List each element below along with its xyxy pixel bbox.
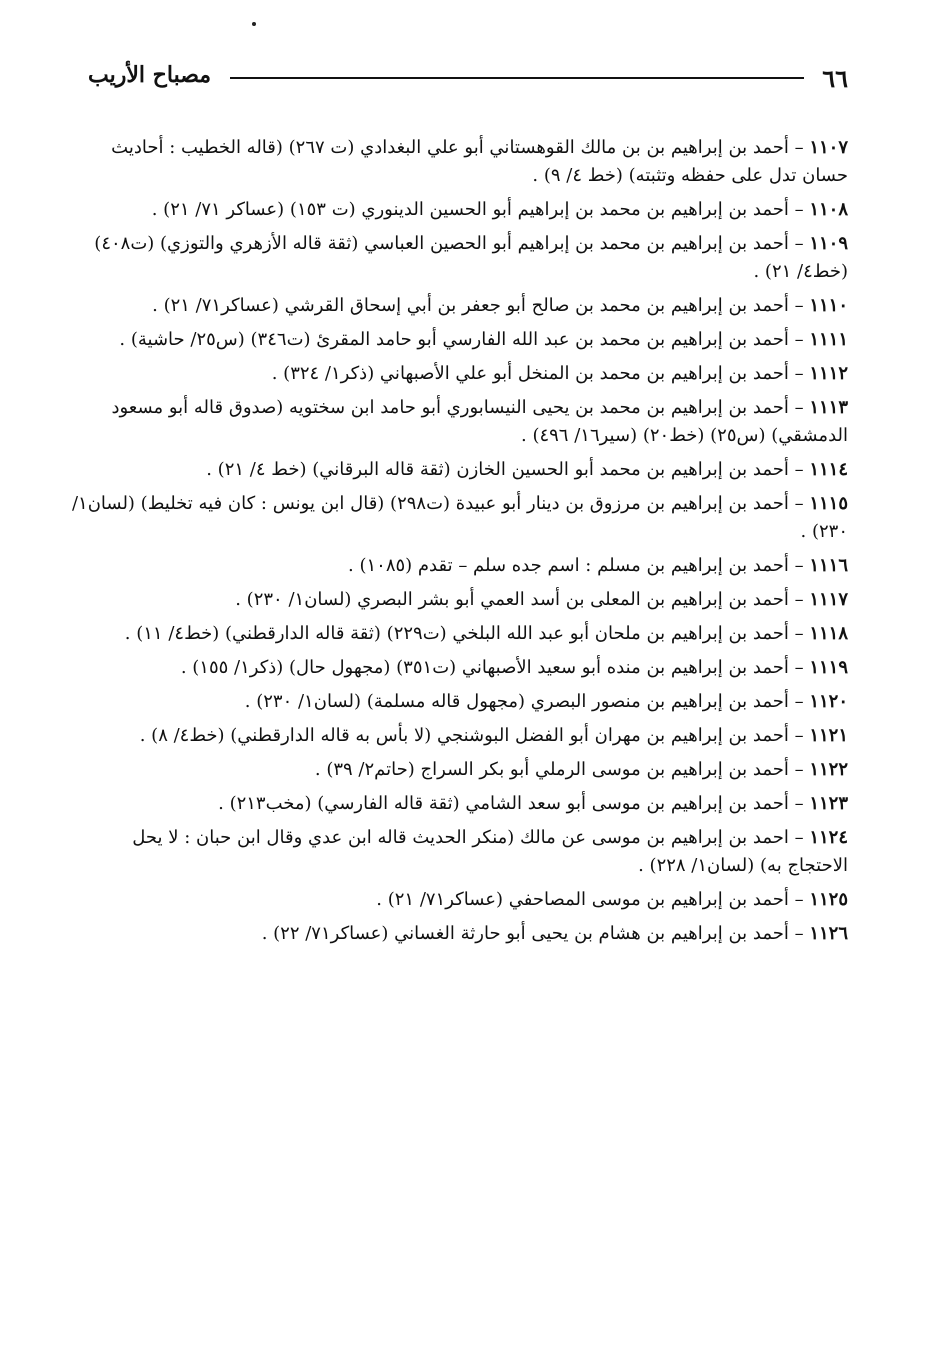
entry-text: أحمد بن إبراهيم بن ملحان أبو عبد الله البلخي (ت٢٢٩) (ثقة قاله الدارقطني) (خط٤/ ١١) . (124, 623, 789, 644)
entry-number: ١١٢١ (809, 725, 848, 746)
entry-list (68, 134, 848, 954)
entry-number: ١١٢٠ (809, 691, 848, 712)
entry-text: أحمد بن إبراهيم بن محمد بن عبد الله الفارسي أبو حامد المقرئ (ت٣٤٦) (س٢٥/ حاشية) . (119, 329, 789, 350)
entry-text: أحمد بن إبراهيم بن محمد بن المنخل أبو علي الأصبهاني (ذكر١/ ٣٢٤) . (271, 363, 789, 384)
entry-number: ١١١٦ (809, 555, 848, 576)
entry-number: ١١١٩ (809, 657, 848, 678)
entry-number: ١١١٥ (809, 493, 848, 514)
entry-1120: ١١٢٠ – أحمد بن إبراهيم بن منصور البصري (مجهول قاله مسلمة) (لسان١/ ٢٣٠) . (244, 691, 848, 712)
entry-number: ١١١٠ (809, 295, 848, 316)
entry-text: أحمد بن إبراهيم بن محمد أبو الحسين الخازن (ثقة قاله البرقاني) (خط ٤/ ٢١) . (206, 459, 789, 480)
entry-1119: ١١١٩ – أحمد بن إبراهيم بن منده أبو سعيد الأصبهاني (ت٣٥١) (مجهول حال) (ذكر١/ ١٥٥) . (180, 657, 848, 678)
page-header (88, 58, 848, 98)
entry-text: أحمد بن إبراهيم بن محمد بن يحيى النيسابوري أبو حامد ابن سختويه (صدوق قاله أبو مسعود الدمشقي) (س٢٥) (خط٢٠) (سير١٦/ ٤٩٦) . (111, 397, 848, 446)
entry-text: أحمد بن إبراهيم بن مسلم : اسم جده سلم – تقدم (١٠٨٥) . (348, 555, 789, 576)
entry-number: ١١٢٦ (809, 923, 848, 944)
entry-number: ١١٠٩ (809, 233, 848, 254)
entry-1124: ١١٢٤ – احمد بن إبراهيم بن موسى عن مالك (منكر الحديث قاله ابن عدي وقال ابن حبان : لا يحل الاحتجاج به) (لسان١/ ٢٢٨) . (132, 827, 848, 876)
entry-number: ١١١٤ (809, 459, 848, 480)
entry-1122: ١١٢٢ – أحمد بن إبراهيم بن موسى الرملي أبو بكر السراج (حاتم٢/ ٣٩) . (314, 759, 848, 780)
page-number: ٦٦ (822, 64, 848, 93)
entry-1123: ١١٢٣ – أحمد بن إبراهيم بن موسى أبو سعد الشامي (ثقة قاله الفارسي) (مخب٢١٣) . (218, 793, 848, 814)
entry-1111: ١١١١ – أحمد بن إبراهيم بن محمد بن عبد الله الفارسي أبو حامد المقرئ (ت٣٤٦) (س٢٥/ حاشية) . (119, 329, 848, 350)
entry-number: ١١٢٤ (809, 827, 848, 848)
entry-text: أحمد بن إبراهيم بن مهران أبو الفضل البوشنجي (لا بأس به قاله الدارقطني) (خط٤/ ٨) . (139, 725, 789, 746)
entry-number: ١١٢٢ (809, 759, 848, 780)
entry-number: ١١١٨ (809, 623, 848, 644)
entry-1109: ١١٠٩ – أحمد بن إبراهيم بن محمد بن إبراهيم أبو الحصين العباسي (ثقة قاله الأزهري والتوزي) (ت٤٠٨) (خط٤/ ٢١) . (94, 233, 848, 282)
entry-text: أحمد بن إبراهيم بن المعلى بن أسد العمي أبو بشر البصري (لسان١/ ٢٣٠) . (235, 589, 789, 610)
entry-1125: ١١٢٥ – أحمد بن إبراهيم بن موسى المصاحفي (عساكر٧١/ ٢١) . (376, 889, 848, 910)
running-title: مصباح الأريب (88, 62, 212, 88)
entry-text: أحمد بن إبراهيم بن محمد بن إبراهيم أبو الحسين الدينوري (ت ١٥٣) (عساكر ٧١/ ٢١) . (151, 199, 789, 220)
entry-text: احمد بن إبراهيم بن موسى عن مالك (منكر الحديث قاله ابن عدي وقال ابن حبان : لا يحل الاحتجاج به) (لسان١/ ٢٢٨) . (132, 827, 848, 876)
entry-number: ١١٢٥ (809, 889, 848, 910)
entry-text: أحمد بن إبراهيم بن موسى المصاحفي (عساكر٧١/ ٢١) . (376, 889, 789, 910)
header-rule (230, 77, 804, 79)
entry-number: ١١١٣ (809, 397, 848, 418)
entry-1107: ١١٠٧ – أحمد بن إبراهيم بن بن مالك القوهستاني أبو علي البغدادي (ت ٢٦٧) (قاله الخطيب : أحاديث حسان تدل على حفظه وتثبته) (خط ٤/ ٩) . (111, 137, 848, 186)
entry-text: أحمد بن إبراهيم بن موسى الرملي أبو بكر السراج (حاتم٢/ ٣٩) . (314, 759, 789, 780)
entry-1108: ١١٠٨ – أحمد بن إبراهيم بن محمد بن إبراهيم أبو الحسين الدينوري (ت ١٥٣) (عساكر ٧١/ ٢١) . (151, 199, 848, 220)
entry-1117: ١١١٧ – أحمد بن إبراهيم بن المعلى بن أسد العمي أبو بشر البصري (لسان١/ ٢٣٠) . (235, 589, 848, 610)
entry-text: أحمد بن إبراهيم بن محمد بن صالح أبو جعفر بن أبي إسحاق القرشي (عساكر٧١/ ٢١) . (152, 295, 789, 316)
entry-text: أحمد بن إبراهيم بن هشام بن يحيى أبو حارثة الغساني (عساكر٧١/ ٢٢) . (261, 923, 789, 944)
entry-1126: ١١٢٦ – أحمد بن إبراهيم بن هشام بن يحيى أبو حارثة الغساني (عساكر٧١/ ٢٢) . (261, 923, 848, 944)
entry-1114: ١١١٤ – أحمد بن إبراهيم بن محمد أبو الحسين الخازن (ثقة قاله البرقاني) (خط ٤/ ٢١) . (206, 459, 848, 480)
entry-number: ١١٢٣ (809, 793, 848, 814)
entry-1112: ١١١٢ – أحمد بن إبراهيم بن محمد بن المنخل أبو علي الأصبهاني (ذكر١/ ٣٢٤) . (271, 363, 848, 384)
entry-text: أحمد بن إبراهيم بن منصور البصري (مجهول قاله مسلمة) (لسان١/ ٢٣٠) . (244, 691, 789, 712)
entry-text: أحمد بن إبراهيم بن محمد بن إبراهيم أبو الحصين العباسي (ثقة قاله الأزهري والتوزي) (ت٤٠٨) (خط٤/ ٢١) . (94, 233, 848, 282)
entry-text: أحمد بن إبراهيم بن بن مالك القوهستاني أبو علي البغدادي (ت ٢٦٧) (قاله الخطيب : أحاديث حسان تدل على حفظه وتثبته) (خط ٤/ ٩) . (111, 137, 848, 186)
entry-1121: ١١٢١ – أحمد بن إبراهيم بن مهران أبو الفضل البوشنجي (لا بأس به قاله الدارقطني) (خط٤/ ٨) . (139, 725, 848, 746)
entry-number: ١١١١ (809, 329, 848, 350)
entry-number: ١١١٢ (809, 363, 848, 384)
entry-1115: ١١١٥ – أحمد بن إبراهيم بن مرزوق بن دينار أبو عبيدة (ت٢٩٨) (قال ابن يونس : كان فيه تخليط) (لسان١/ ٢٣٠) . (71, 493, 848, 542)
entry-number: ١١١٧ (809, 589, 848, 610)
entry-1110: ١١١٠ – أحمد بن إبراهيم بن محمد بن صالح أبو جعفر بن أبي إسحاق القرشي (عساكر٧١/ ٢١) . (152, 295, 848, 316)
entry-text: أحمد بن إبراهيم بن مرزوق بن دينار أبو عبيدة (ت٢٩٨) (قال ابن يونس : كان فيه تخليط) (لسان١/ ٢٣٠) . (71, 493, 848, 542)
entry-text: أحمد بن إبراهيم بن موسى أبو سعد الشامي (ثقة قاله الفارسي) (مخب٢١٣) . (218, 793, 789, 814)
ink-speck (252, 22, 256, 26)
entry-number: ١١٠٨ (809, 199, 848, 220)
entry-text: أحمد بن إبراهيم بن منده أبو سعيد الأصبهاني (ت٣٥١) (مجهول حال) (ذكر١/ ١٥٥) . (180, 657, 789, 678)
entry-number: ١١٠٧ (809, 137, 848, 158)
entry-1113: ١١١٣ – أحمد بن إبراهيم بن محمد بن يحيى النيسابوري أبو حامد ابن سختويه (صدوق قاله أبو مسعود الدمشقي) (س٢٥) (خط٢٠) (سير١٦/ ٤٩٦) . (111, 397, 848, 446)
entry-1116: ١١١٦ – أحمد بن إبراهيم بن مسلم : اسم جده سلم – تقدم (١٠٨٥) . (348, 555, 848, 576)
entry-1118: ١١١٨ – أحمد بن إبراهيم بن ملحان أبو عبد الله البلخي (ت٢٢٩) (ثقة قاله الدارقطني) (خط٤/ ١١) . (124, 623, 848, 644)
